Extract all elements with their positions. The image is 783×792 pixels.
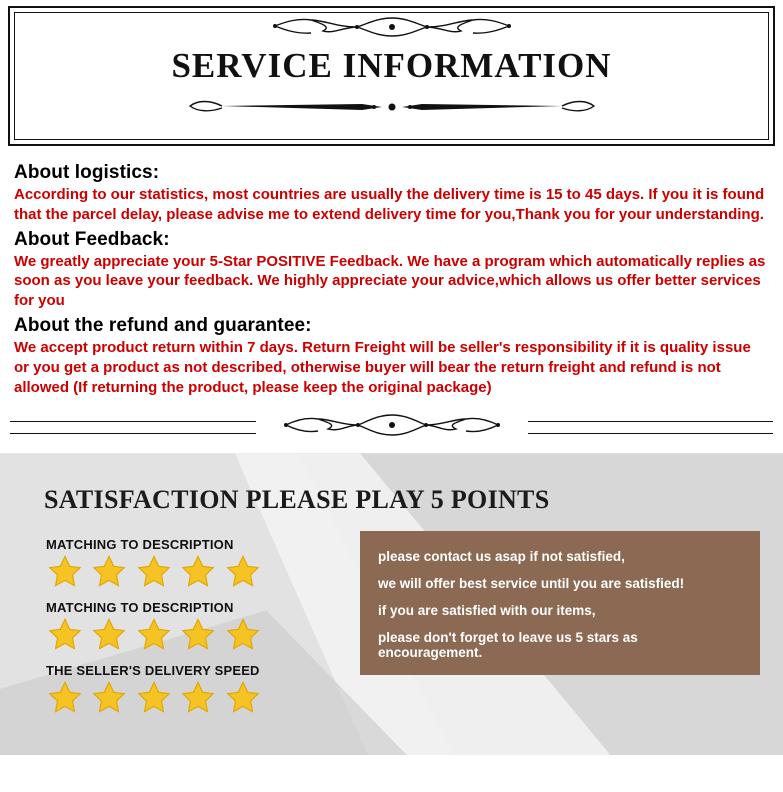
star-icon	[224, 617, 262, 653]
star-icon	[179, 680, 217, 716]
star-icon	[179, 617, 217, 653]
satisfaction-panel	[0, 453, 783, 755]
rating-row-1	[46, 537, 264, 590]
service-information-page	[0, 6, 783, 792]
satisfaction-title: SATISFACTION PLEASE PLAY 5 POINTS	[44, 485, 550, 515]
ornament-bottom-icon	[10, 94, 773, 120]
contact-note-box	[360, 531, 760, 675]
star-rating-1	[46, 554, 264, 590]
rating-row-3	[46, 663, 264, 716]
rating-label-2: MATCHING TO DESCRIPTION	[46, 600, 234, 616]
section-heading-refund: About the refund and guarantee:	[14, 314, 312, 336]
star-icon	[46, 680, 84, 716]
rating-label-3: THE SELLER'S DELIVERY SPEED	[46, 663, 260, 679]
section-heading-feedback: About Feedback:	[14, 228, 170, 250]
ornament-top-icon	[10, 14, 773, 40]
star-icon	[224, 680, 262, 716]
star-icon	[179, 554, 217, 590]
star-icon	[46, 617, 84, 653]
ornament-divider-icon	[256, 409, 528, 448]
section-heading-logistics: About logistics:	[14, 162, 160, 183]
rating-label-1: MATCHING TO DESCRIPTION	[46, 537, 234, 553]
star-icon	[90, 680, 128, 716]
section-body-logistics: According to our statistics, most countries are usually the delivery time is 15 to 45 days. If you it is found that the parcel delay, please advise me to extend delivery time for you,Thank you for your understanding.	[14, 186, 765, 223]
note-line-3: if you are satisfied with our items,	[378, 603, 596, 619]
page-title: SERVICE INFORMATION	[171, 46, 612, 85]
star-icon	[46, 554, 84, 590]
star-rating-2	[46, 617, 264, 653]
star-icon	[90, 554, 128, 590]
section-divider	[10, 411, 773, 445]
star-icon	[135, 554, 173, 590]
star-rating-3	[46, 680, 264, 716]
service-text-content	[0, 146, 783, 397]
rating-row-2	[46, 600, 264, 653]
section-body-feedback: We greatly appreciate your 5-Star POSITIVE Feedback. We have a program which automatically replies as soon as you leave your feedback. We highly appreciate your advice,which allows us offer better services for you	[14, 252, 766, 310]
note-line-2: we will offer best service until you are satisfied!	[378, 576, 685, 592]
section-body-refund: We accept product return within 7 days. Return Freight will be seller's responsibility if it is quality issue or you get a product as not described, otherwise buyer will bear the return freight and refund is not allowed (If returning the product, please keep the original package)	[14, 338, 751, 396]
star-icon	[135, 617, 173, 653]
star-icon	[224, 554, 262, 590]
header-banner	[8, 6, 775, 146]
star-icon	[90, 617, 128, 653]
note-line-4: please don't forget to leave us 5 stars as encouragement.	[378, 630, 638, 661]
star-icon	[135, 680, 173, 716]
note-line-1: please contact us asap if not satisfied,	[378, 549, 625, 565]
